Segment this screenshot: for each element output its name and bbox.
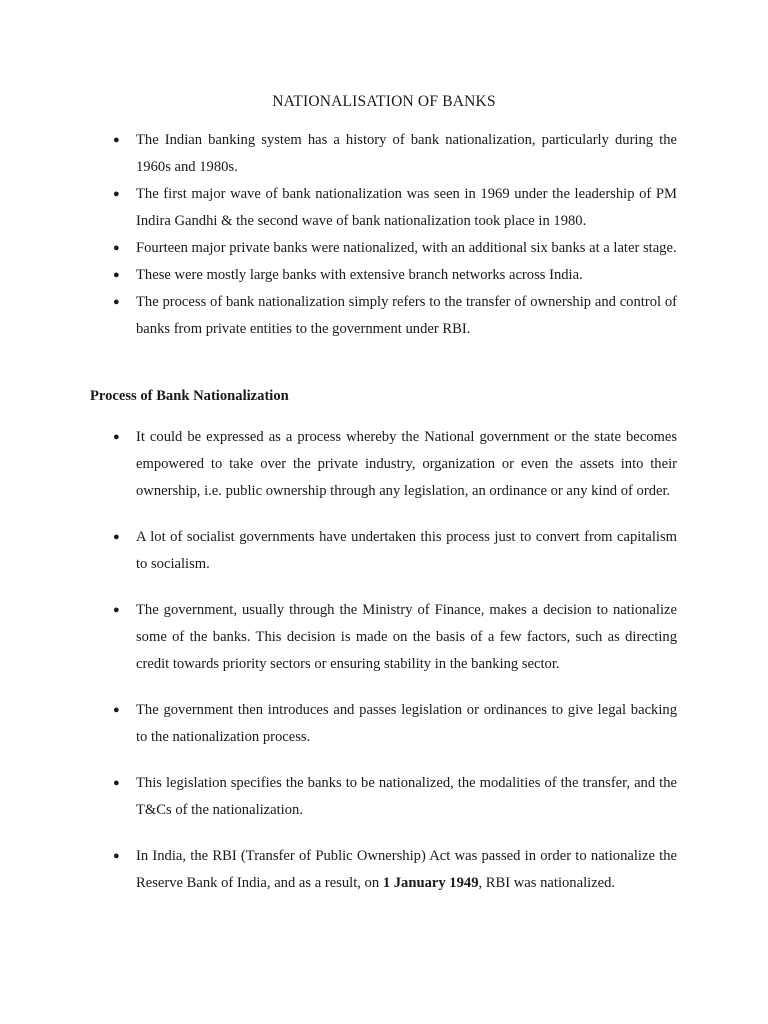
bullet-icon: ●: [113, 850, 120, 862]
list-item: [0, 424, 768, 505]
bullet-icon: ●: [113, 604, 120, 616]
list-item-text: The process of bank nationalization simply refers to the transfer of ownership and control of banks from private entities to the government under RBI.: [136, 294, 677, 337]
list-item: [0, 235, 768, 262]
list-item-text: The first major wave of bank nationalization was seen in 1969 under the leadership of PM Indira Gandhi & the second wave of bank nationalization took place in 1980.: [136, 186, 677, 229]
bullet-icon: ●: [113, 188, 120, 200]
nationalization-date: 1 January 1949: [382, 875, 479, 891]
list-item: [0, 262, 768, 289]
list-item-text: The government then introduces and passes legislation or ordinances to give legal backing to the nationalization process.: [136, 702, 677, 745]
bullet-icon: ●: [113, 704, 120, 716]
bullet-icon: ●: [113, 531, 120, 543]
list-item-text: These were mostly large banks with extensive branch networks across India.: [136, 267, 583, 283]
list-item-text: The Indian banking system has a history of bank nationalization, particularly during the 1960s and 1980s.: [136, 132, 677, 175]
bullet-icon: ●: [113, 296, 120, 308]
list-item: [0, 843, 768, 897]
list-item-text: It could be expressed as a process whereby the National government or the state becomes empowered to take over the private industry, organization or even the assets into their ownership, i.e. public ownership through any legislation, an ordinance or any kind of order.: [136, 429, 677, 499]
bullet-icon: ●: [113, 431, 120, 443]
list-item-text: A lot of socialist governments have undertaken this process just to convert from capitalism to socialism.: [136, 529, 677, 572]
list-item-text: [136, 843, 677, 897]
bullet-icon: ●: [113, 134, 120, 146]
list-item-text: The government, usually through the Ministry of Finance, makes a decision to nationalize some of the banks. This decision is made on the basis of a few factors, such as directing credit towards priority sectors or ensuring stability in the banking sector.: [136, 602, 677, 672]
list-item: [0, 181, 768, 235]
list-item-text: Fourteen major private banks were nationalized, with an additional six banks at a later stage.: [136, 240, 677, 256]
list-item: [0, 697, 768, 751]
intro-bullet-list: [0, 127, 768, 343]
process-bullet-list: [0, 424, 768, 916]
list-item: [0, 770, 768, 824]
section-heading: Process of Bank Nationalization: [90, 388, 289, 404]
list-item: [0, 524, 768, 578]
last-point-text-after: , RBI was nationalized.: [478, 875, 616, 891]
list-item: [0, 289, 768, 343]
list-item-text: This legislation specifies the banks to be nationalized, the modalities of the transfer, and the T&Cs of the nationalization.: [136, 775, 677, 818]
bullet-icon: ●: [113, 269, 120, 281]
list-item: [0, 127, 768, 181]
last-point-text-before: In India, the RBI (Transfer of Public Ownership) Act was passed in order to nationalize the Reserve Bank of India, and as a result, on: [136, 848, 677, 891]
page-title: NATIONALISATION OF BANKS: [272, 93, 496, 110]
bullet-icon: ●: [113, 242, 120, 254]
list-item: [0, 597, 768, 678]
bullet-icon: ●: [113, 777, 120, 789]
